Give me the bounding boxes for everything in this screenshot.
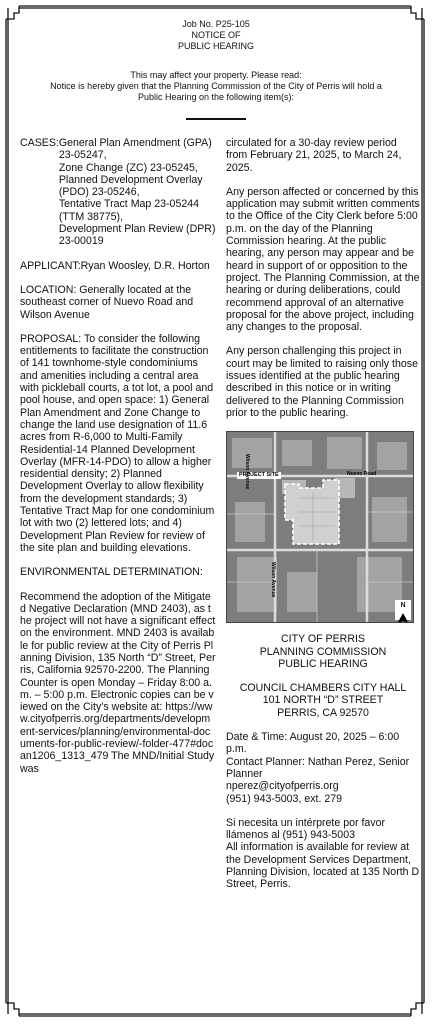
road-label-wilson-south: Wilson Avenue bbox=[270, 562, 276, 598]
city-block bbox=[226, 633, 420, 670]
applicant-label: APPLICANT: bbox=[20, 259, 81, 272]
availability-text: All information is available for review at the Development Services Department, Planning Division, located at 135 North D Street, Perris. bbox=[226, 841, 420, 891]
hearing-details bbox=[226, 731, 420, 805]
commission-name: PLANNING COMMISSION bbox=[259, 645, 387, 658]
location-text: LOCATION: Generally located at the southeast corner of Nuevo Road and Wilson Avenue bbox=[20, 283, 194, 321]
environmental-heading: ENVIRONMENTAL DETERMINATION: bbox=[20, 566, 203, 579]
venue-block bbox=[226, 682, 420, 719]
closing-block bbox=[226, 817, 420, 891]
north-arrow-icon bbox=[395, 600, 411, 620]
job-number: Job No. P25-105 bbox=[182, 19, 250, 29]
left-column bbox=[20, 137, 216, 787]
north-label: N bbox=[400, 602, 406, 610]
date-time: Date & Time: August 20, 2025 – 6:00 p.m. bbox=[226, 731, 400, 756]
contact-planner: Contact Planner: Nathan Perez, Senior Planner bbox=[226, 755, 410, 780]
venue-name: COUNCIL CHAMBERS CITY HALL bbox=[239, 682, 407, 695]
road-label-wilson-north: Wilson Avenue bbox=[244, 454, 250, 490]
notice-title-line2: PUBLIC HEARING bbox=[177, 41, 255, 51]
city-name: CITY OF PERRIS bbox=[281, 633, 365, 646]
case-item: General Plan Amendment (GPA) 23-05247, bbox=[58, 137, 212, 162]
proposal-text: PROPOSAL: To consider the following entitlements to facilitate the construction of 141 townhome-style condominiums and amenities including a central area with pickleball courts, a tot lot, a pool and pool house, and open space: 1) General Plan Amendment and Zone Change to change the land use designation of 11.6 acres from R-6,000 to Multi-Family Residential-14 Planned Development Overlay (MFR-14-PDO) to allow a higher residential density; 2) Planned Development Overlay to allow flexibility from the development standards; 3) Tentative Tract Map for one condominium lot with two (2) lettered lots; and 4) Development Plan Review for review of the site plan and building elevations. bbox=[20, 332, 215, 554]
intro-line3: Public Hearing on the following item(s): bbox=[137, 92, 295, 102]
cases-section bbox=[20, 137, 216, 248]
applicant-value: Ryan Woosley, D.R. Horton bbox=[80, 259, 210, 272]
hearing-label: PUBLIC HEARING bbox=[278, 657, 368, 670]
divider bbox=[186, 118, 246, 120]
intro-text bbox=[0, 70, 432, 103]
environmental-text: Recommend the adoption of the Mitigated Negative Declaration (MND 2403), as the project will not have a significant effect on the environment. MND 2403 is available for public review at the City of Perris Planning Division, 135 North “D” Street, Perris, California 92570-2200. The Planning Counter is open Monday – Friday 8:00 a.m. – 5:00 p.m. Electronic copies can be viewed on the City’s website at: https://www.cityofperris.org/departments/development-services/planning/environmental-documents-for-public-review/-folder-477#docan1206_1313_479 The MND/Initial Study was bbox=[20, 590, 216, 775]
venue-city: PERRIS, CA 92570 bbox=[277, 706, 369, 719]
spanish-line2: llámenos al (951) 943-5003 bbox=[226, 829, 355, 842]
applicant-section bbox=[20, 260, 216, 272]
spanish-line1: Si necesita un intérprete por favor bbox=[226, 816, 385, 829]
case-item: Development Plan Review (DPR) 23-00019 bbox=[58, 223, 216, 248]
cases-label: CASES: bbox=[20, 137, 59, 149]
notice-header bbox=[0, 19, 432, 52]
project-site-label: PROJECT SITE bbox=[239, 472, 279, 479]
planner-email: nperez@cityofperris.org bbox=[226, 780, 339, 793]
cases-list bbox=[59, 137, 216, 248]
case-item: Zone Change (ZC) 23-05245, bbox=[58, 161, 198, 174]
intro-line2: Notice is hereby given that the Planning Commission of the City of Perris will hold a bbox=[50, 81, 382, 91]
case-item: Tentative Tract Map 23-05244 (TTM 38775), bbox=[58, 198, 200, 223]
vicinity-map bbox=[226, 431, 414, 623]
road-label-nuevo: Nuevo Road bbox=[347, 471, 377, 478]
right-column bbox=[226, 137, 420, 891]
planner-phone: (951) 943-5003, ext. 279 bbox=[226, 792, 343, 805]
intro-line1: This may affect your property. Please read: bbox=[130, 70, 302, 80]
challenge-text: Any person challenging this project in court may be limited to raising only those issues identified at the public hearing described in this notice or in writing delivered to the Planning Commission prior to the public hearing. bbox=[226, 345, 418, 419]
notice-title-line1: NOTICE OF bbox=[191, 30, 241, 40]
review-period-text: circulated for a 30-day review period from February 21, 2025, to March 24, 2025. bbox=[226, 137, 402, 174]
case-item: Planned Development Overlay (PDO) 23-05246, bbox=[58, 173, 203, 199]
venue-street: 101 NORTH “D” STREET bbox=[262, 694, 384, 707]
comments-text: Any person affected or concerned by this application may submit written comments to the Office of the City Clerk before 5:00 p.m. on the day of the Planning Commission hearing. At the public hearing, any person may appear and be heard in support of or opposition to the project. The Planning Commission, at the hearing or during deliberations, could recommend approval of an alternative proposal for the above project, including any changes to the proposal. bbox=[226, 185, 420, 334]
